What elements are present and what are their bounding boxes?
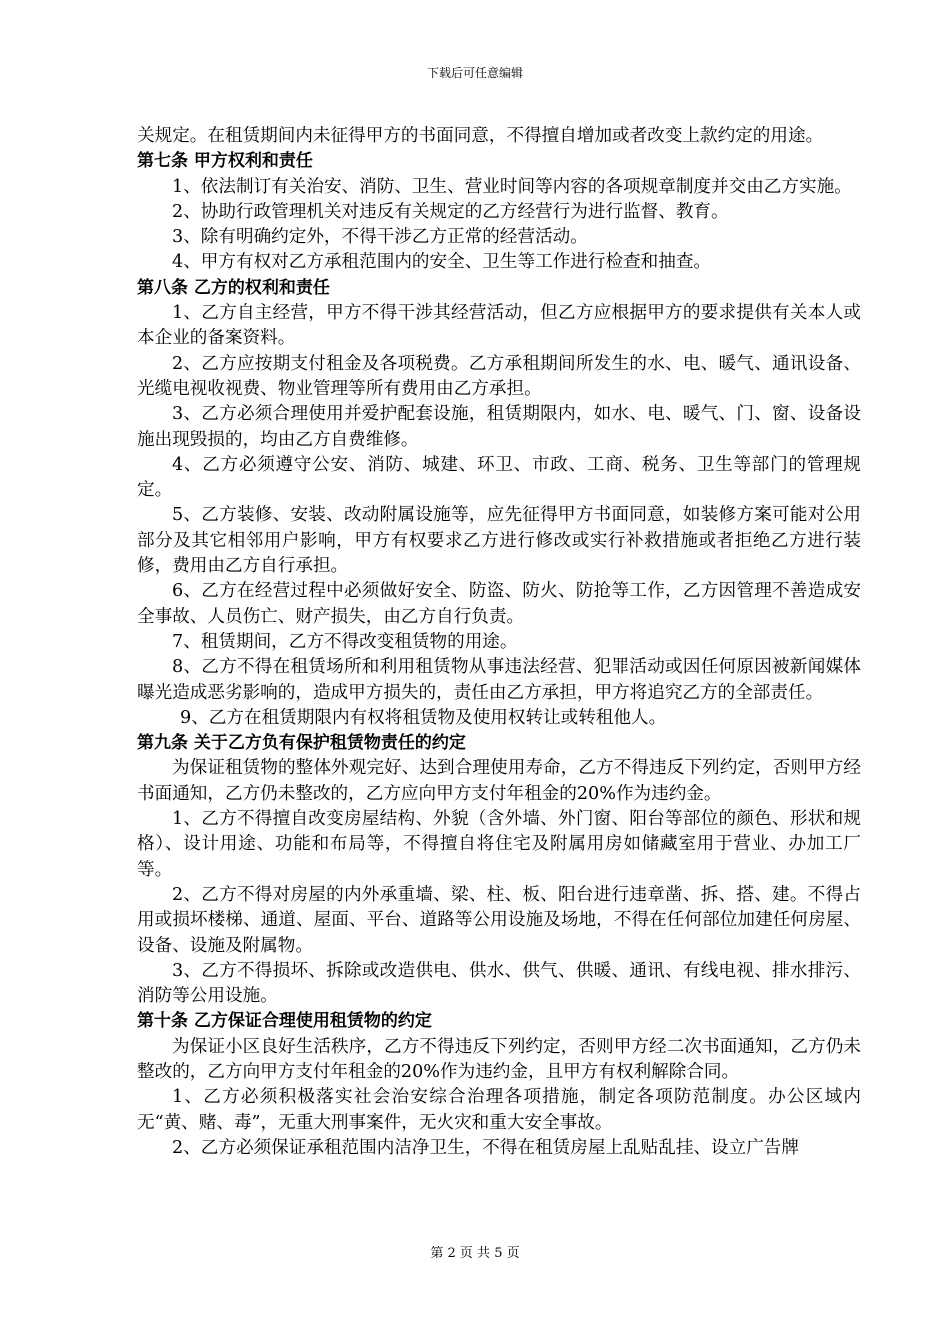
article-8-clause-7: 7、租赁期间，乙方不得改变租赁物的用途。: [172, 631, 518, 652]
document-body: [137, 124, 861, 1161]
page-number-footer: 第 2 页 共 5 页: [430, 1246, 520, 1261]
article-9-clause-3: 3、乙方不得损坏、拆除或改造供电、供水、供气、供暖、通讯、有线电视、排水排污、消防等公用设施。: [137, 960, 861, 1007]
article-9-intro: 为保证租赁物的整体外观完好、达到合理使用寿命，乙方不得违反下列约定，否则甲方经书面通知，乙方仍未整改的，乙方应向甲方支付年租金的20%作为违约金。: [137, 758, 861, 804]
article-10-heading: 第十条 乙方保证合理使用租赁物的约定: [137, 1011, 432, 1032]
article-10-clause-2: 2、乙方必须保证承租范围内洁净卫生，不得在租赁房屋上乱贴乱挂、设立广告牌: [172, 1137, 799, 1158]
article-7-clause-2: 2、协助行政管理机关对违反有关规定的乙方经营行为进行监督、教育。: [172, 201, 729, 222]
paragraph-continuation: 关规定。在租赁期间内未征得甲方的书面同意，不得擅自增加或者改变上款约定的用途。: [137, 126, 824, 146]
article-8-clause-2: 2、乙方应按期支付租金及各项税费。乙方承租期间所发生的水、电、暖气、通讯设备、光缆电视收视费、物业管理等所有费用由乙方承担。: [137, 353, 861, 399]
article-7-clause-1: 1、依法制订有关治安、消防、卫生、营业时间等内容的各项规章制度并交由乙方实施。: [172, 176, 852, 197]
article-9-heading: 第九条 关于乙方负有保护租赁物责任的约定: [137, 733, 466, 754]
article-7-heading: 第七条 甲方权利和责任: [137, 151, 313, 172]
article-8-clause-9: 9、乙方在租赁期限内有权将租赁物及使用权转让或转租他人。: [180, 707, 667, 728]
article-9-clause-2: 2、乙方不得对房屋的内外承重墙、梁、柱、板、阳台进行违章凿、拆、搭、建。不得占用或损坏楼梯、通道、屋面、平台、道路等公用设施及场地，不得在任何部位加建任何房屋、设备、设施及附属物。: [137, 884, 861, 956]
article-8-heading: 第八条 乙方的权利和责任: [137, 277, 330, 298]
article-7-clause-3: 3、除有明确约定外，不得干涉乙方正常的经营活动。: [172, 227, 588, 248]
article-8-clause-8: 8、乙方不得在租赁场所和利用租赁物从事违法经营、犯罪活动或因任何原因被新闻媒体曝光造成恶劣影响的，造成甲方损失的，责任由乙方承担，甲方将追究乙方的全部责任。: [137, 657, 861, 703]
article-8-clause-6: 6、乙方在经营过程中必须做好安全、防盗、防火、防抢等工作，乙方因管理不善造成安全事故、人员伤亡、财产损失，由乙方自行负责。: [137, 581, 861, 627]
article-9-clause-1: 1、乙方不得擅自改变房屋结构、外貌（含外墙、外门窗、阳台等部位的颜色、形状和规格）、设计用途、功能和布局等，不得擅自将住宅及附属用房如储藏室用于营业、办加工厂等。: [137, 809, 861, 880]
article-8-clause-5: 5、乙方装修、安装、改动附属设施等，应先征得甲方书面同意，如装修方案可能对公用部分及其它相邻用户影响，甲方有权要求乙方进行修改或实行补救措施或者拒绝乙方进行装修，费用由乙方自行承担。: [137, 505, 861, 577]
article-10-intro: 为保证小区良好生活秩序，乙方不得违反下列约定，否则甲方经二次书面通知，乙方仍未整改的，乙方向甲方支付年租金的20%作为违约金，且甲方有权利解除合同。: [137, 1036, 861, 1082]
page-header: 下载后可任意编辑: [426, 66, 523, 80]
article-8-clause-3: 3、乙方必须合理使用并爱护配套设施，租赁期限内，如水、电、暖气、门、窗、设备设施出现毁损的，均由乙方自费维修。: [137, 404, 861, 450]
article-8-clause-4: 4、乙方必须遵守公安、消防、城建、环卫、市政、工商、税务、卫生等部门的管理规定。: [137, 454, 861, 501]
article-8-clause-1: 1、乙方自主经营，甲方不得干涉其经营活动，但乙方应根据甲方的要求提供有关本人或本企业的备案资料。: [137, 303, 861, 349]
article-10-clause-1: 1、乙方必须积极落实社会治安综合治理各项措施，制定各项防范制度。办公区域内无“黄、赌、毒”，无重大刑事案件，无火灾和重大安全事故。: [137, 1087, 861, 1133]
article-7-clause-4: 4、甲方有权对乙方承租范围内的安全、卫生等工作进行检查和抽查。: [172, 252, 712, 273]
